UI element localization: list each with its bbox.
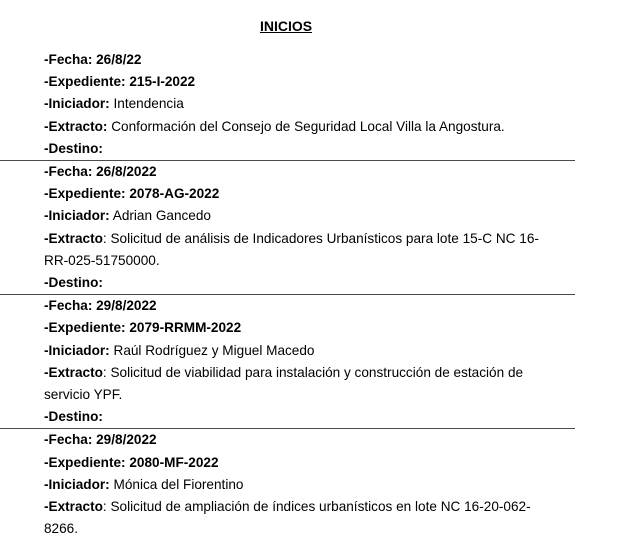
iniciador-line — [44, 474, 582, 496]
fecha-label: -Fecha: — [44, 432, 93, 448]
extracto-label: -Extracto — [44, 499, 103, 515]
iniciador-line — [44, 93, 575, 115]
entry-item — [0, 49, 575, 161]
iniciador-line — [44, 340, 575, 362]
expediente-label: -Expediente: — [44, 454, 126, 470]
fecha-line — [44, 49, 575, 71]
fecha-line — [44, 429, 582, 451]
fecha-value: 26/8/2022 — [96, 164, 157, 180]
extracto-separator: : — [102, 364, 107, 380]
iniciador-value: Raúl Rodríguez y Miguel Macedo — [113, 342, 315, 358]
extracto-separator: : — [102, 499, 107, 515]
extracto-value: Solicitud de viabilidad para instalación y construcción de estación de servicio YPF. — [44, 364, 524, 403]
expediente-line — [44, 317, 575, 339]
fecha-label: -Fecha: — [44, 298, 93, 314]
destino-line — [44, 406, 575, 428]
extracto-value: Solicitud de ampliación de índices urbanísticos en lote NC 16-20-062-8266. — [44, 499, 531, 537]
iniciador-label: -Iniciador: — [44, 208, 110, 224]
iniciador-value: Adrian Gancedo — [112, 208, 211, 224]
expediente-label: -Expediente: — [44, 186, 126, 202]
fecha-value: 29/8/2022 — [96, 432, 157, 448]
extracto-label: -Extracto — [44, 364, 103, 380]
expediente-label: -Expediente: — [44, 320, 126, 336]
fecha-value: 29/8/2022 — [96, 298, 157, 314]
extracto-line — [44, 116, 556, 138]
expediente-value: 2080-MF-2022 — [129, 454, 219, 470]
extracto-line — [44, 496, 556, 540]
extracto-separator: : — [102, 118, 108, 134]
extracto-value: Conformación del Consejo de Seguridad Local Villa la Angostura. — [111, 118, 505, 134]
extracto-label: -Extracto — [44, 230, 103, 246]
fecha-value: 26/8/22 — [96, 52, 142, 67]
expediente-line — [44, 71, 575, 93]
destino-label: -Destino: — [44, 275, 103, 291]
entries-list — [0, 49, 642, 540]
iniciador-line — [44, 205, 575, 227]
fecha-line — [44, 295, 575, 317]
destino-label: -Destino: — [44, 140, 103, 156]
iniciador-label: -Iniciador: — [44, 476, 110, 492]
iniciador-value: Intendencia — [113, 96, 184, 112]
destino-line — [44, 138, 575, 160]
iniciador-label: -Iniciador: — [44, 96, 110, 112]
entry-item — [0, 161, 575, 295]
expediente-value: 2078-AG-2022 — [129, 186, 220, 202]
extracto-line — [44, 362, 556, 406]
iniciador-label: -Iniciador: — [44, 342, 110, 358]
extracto-line — [44, 228, 556, 272]
expediente-line — [44, 183, 575, 205]
expediente-value: 215-I-2022 — [129, 74, 196, 90]
entry-item — [0, 295, 575, 429]
destino-label: -Destino: — [44, 409, 103, 425]
extracto-value: Solicitud de análisis de Indicadores Urbanísticos para lote 15-C NC 16-RR-025-51750000. — [44, 230, 539, 268]
entry-item — [0, 429, 642, 540]
fecha-line — [44, 161, 575, 183]
fecha-label: -Fecha: — [44, 52, 93, 67]
expediente-line — [44, 452, 582, 474]
expediente-value: 2079-RRMM-2022 — [129, 320, 242, 336]
fecha-label: -Fecha: — [44, 164, 93, 180]
page-title: INICIOS — [259, 18, 313, 34]
extracto-label: -Extracto — [44, 118, 103, 134]
destino-line — [44, 272, 575, 294]
iniciador-value: Mónica del Fiorentino — [113, 476, 244, 492]
expediente-label: -Expediente: — [44, 74, 126, 90]
extracto-separator: : — [102, 230, 107, 246]
